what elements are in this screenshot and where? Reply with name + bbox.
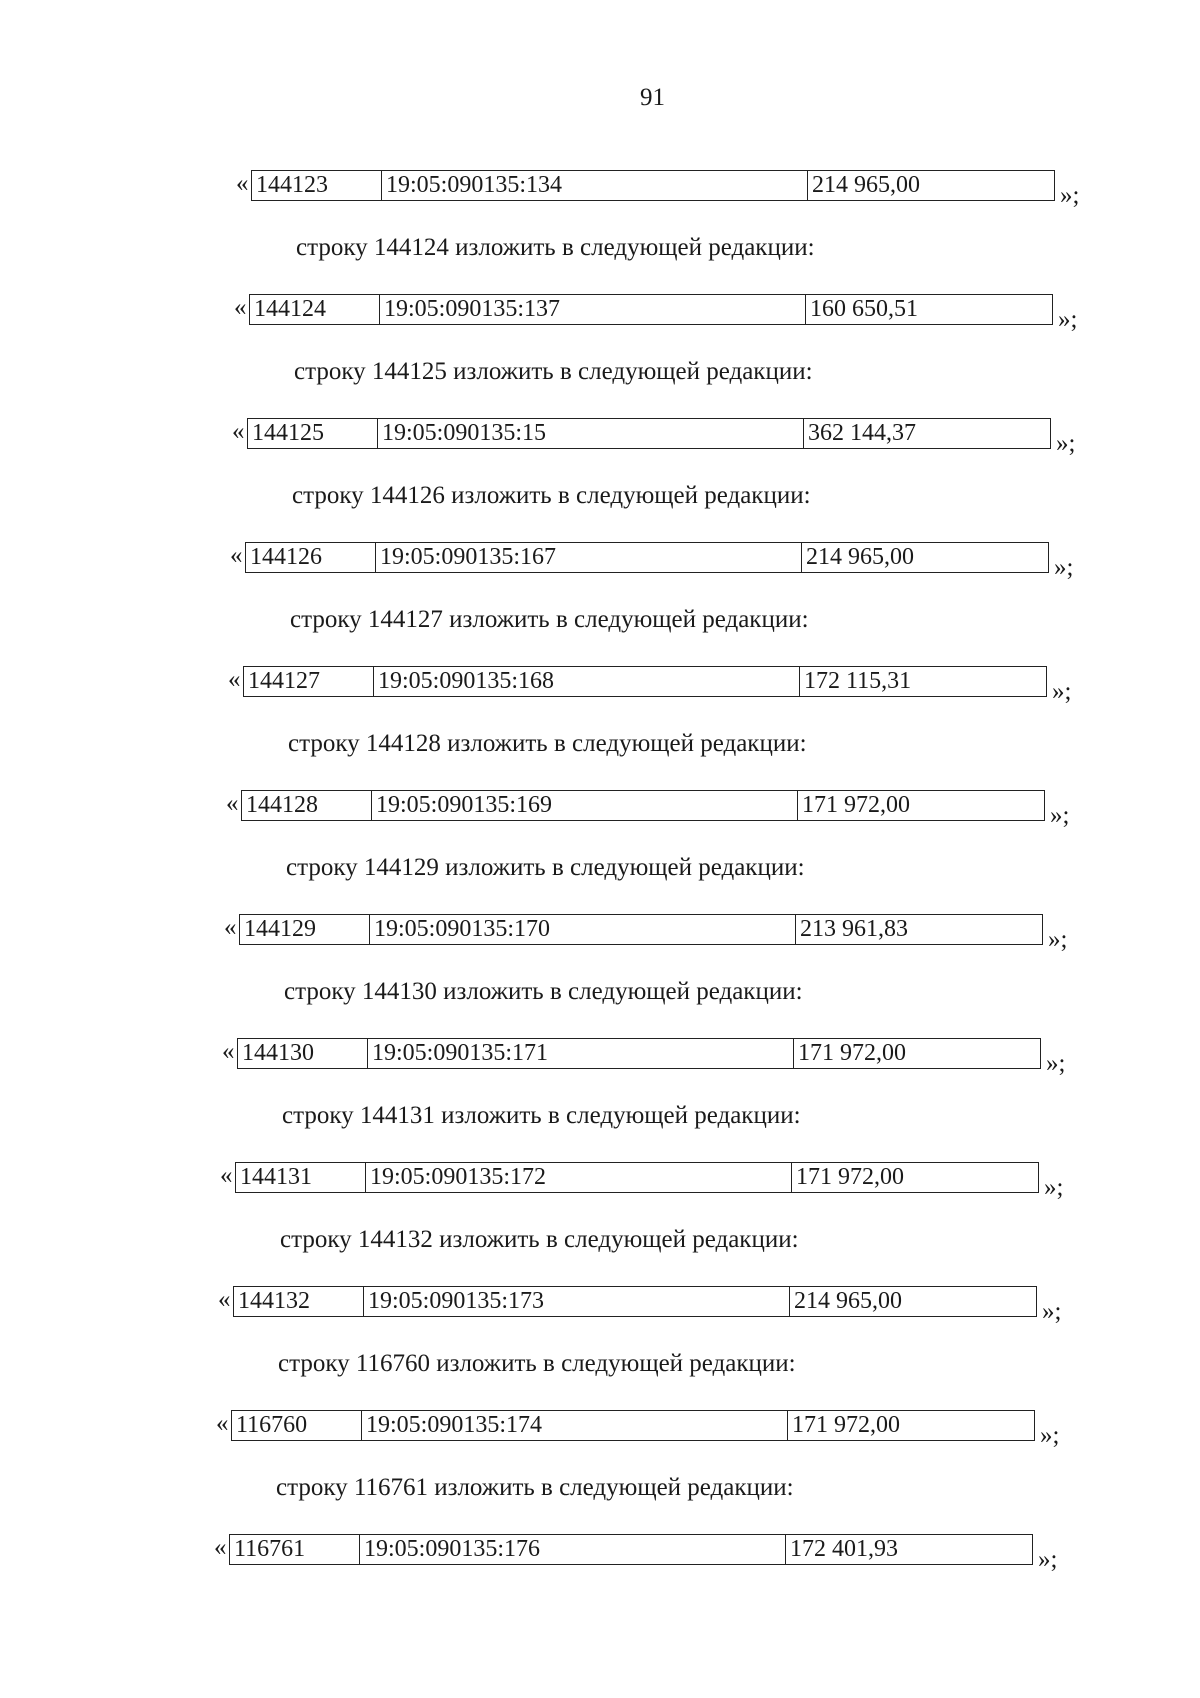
quote-close: »; bbox=[1058, 306, 1078, 333]
quote-open: « bbox=[216, 1410, 229, 1437]
table-row bbox=[245, 542, 1049, 573]
cadastral-number-cell: 19:05:090135:174 bbox=[362, 1411, 788, 1440]
cadastral-number-cell: 19:05:090135:173 bbox=[364, 1287, 790, 1316]
quote-close: »; bbox=[1048, 926, 1068, 953]
cadastral-number-cell: 19:05:090135:172 bbox=[366, 1163, 792, 1192]
quote-close: »; bbox=[1046, 1050, 1066, 1077]
quote-close: »; bbox=[1038, 1546, 1058, 1573]
table-row bbox=[229, 1534, 1033, 1565]
table-row bbox=[231, 1410, 1035, 1441]
row-number-cell: 144126 bbox=[246, 543, 376, 572]
instruction-text: строку 144130 изложить в следующей редакции: bbox=[284, 978, 803, 1005]
row-number-cell: 144130 bbox=[238, 1039, 368, 1068]
cadastral-number-cell: 19:05:090135:167 bbox=[376, 543, 802, 572]
instruction-text: строку 144125 изложить в следующей редакции: bbox=[294, 358, 813, 385]
page-number: 91 bbox=[640, 84, 665, 111]
row-number-cell: 116761 bbox=[230, 1535, 360, 1564]
cadastral-number-cell: 19:05:090135:169 bbox=[372, 791, 798, 820]
row-number-cell: 144129 bbox=[240, 915, 370, 944]
table-row bbox=[237, 1038, 1041, 1069]
quote-close: »; bbox=[1040, 1422, 1060, 1449]
instruction-text: строку 144126 изложить в следующей редакции: bbox=[292, 482, 811, 509]
cadastral-number-cell: 19:05:090135:134 bbox=[382, 171, 808, 200]
quote-close: »; bbox=[1042, 1298, 1062, 1325]
cadastral-number-cell: 19:05:090135:170 bbox=[370, 915, 796, 944]
quote-open: « bbox=[236, 170, 249, 197]
table-row bbox=[233, 1286, 1037, 1317]
instruction-text: строку 144128 изложить в следующей редакции: bbox=[288, 730, 807, 757]
quote-close: »; bbox=[1054, 554, 1074, 581]
row-number-cell: 144123 bbox=[252, 171, 382, 200]
quote-open: « bbox=[218, 1286, 231, 1313]
cadastral-number-cell: 19:05:090135:137 bbox=[380, 295, 806, 324]
instruction-text: строку 144124 изложить в следующей редакции: bbox=[296, 234, 815, 261]
instruction-text: строку 144127 изложить в следующей редакции: bbox=[290, 606, 809, 633]
table-row bbox=[241, 790, 1045, 821]
instruction-text: строку 144131 изложить в следующей редакции: bbox=[282, 1102, 801, 1129]
value-cell: 214 965,00 bbox=[794, 1288, 902, 1314]
quote-open: « bbox=[220, 1162, 233, 1189]
value-cell: 171 972,00 bbox=[798, 1040, 906, 1066]
quote-open: « bbox=[230, 542, 243, 569]
value-cell: 362 144,37 bbox=[808, 420, 916, 446]
quote-close: »; bbox=[1052, 678, 1072, 705]
row-number-cell: 144131 bbox=[236, 1163, 366, 1192]
instruction-text: строку 116761 изложить в следующей редакции: bbox=[276, 1474, 794, 1501]
value-cell: 214 965,00 bbox=[806, 544, 914, 570]
table-row bbox=[235, 1162, 1039, 1193]
table-row bbox=[249, 294, 1053, 325]
cadastral-number-cell: 19:05:090135:171 bbox=[368, 1039, 794, 1068]
quote-open: « bbox=[228, 666, 241, 693]
instruction-text: строку 116760 изложить в следующей редакции: bbox=[278, 1350, 796, 1377]
quote-close: »; bbox=[1060, 182, 1080, 209]
row-number-cell: 144132 bbox=[234, 1287, 364, 1316]
quote-open: « bbox=[214, 1534, 227, 1561]
value-cell: 171 972,00 bbox=[796, 1164, 904, 1190]
table-row bbox=[243, 666, 1047, 697]
table-row bbox=[247, 418, 1051, 449]
instruction-text: строку 144129 изложить в следующей редакции: bbox=[286, 854, 805, 881]
cadastral-number-cell: 19:05:090135:15 bbox=[378, 419, 804, 448]
quote-close: »; bbox=[1056, 430, 1076, 457]
value-cell: 213 961,83 bbox=[800, 916, 908, 942]
value-cell: 171 972,00 bbox=[792, 1412, 900, 1438]
quote-open: « bbox=[222, 1038, 235, 1065]
quote-close: »; bbox=[1044, 1174, 1064, 1201]
value-cell: 171 972,00 bbox=[802, 792, 910, 818]
row-number-cell: 116760 bbox=[232, 1411, 362, 1440]
row-number-cell: 144125 bbox=[248, 419, 378, 448]
row-number-cell: 144127 bbox=[244, 667, 374, 696]
value-cell: 214 965,00 bbox=[812, 172, 920, 198]
table-row bbox=[239, 914, 1043, 945]
quote-open: « bbox=[224, 914, 237, 941]
quote-open: « bbox=[226, 790, 239, 817]
row-number-cell: 144124 bbox=[250, 295, 380, 324]
instruction-text: строку 144132 изложить в следующей редакции: bbox=[280, 1226, 799, 1253]
value-cell: 160 650,51 bbox=[810, 296, 918, 322]
quote-close: »; bbox=[1050, 802, 1070, 829]
table-row bbox=[251, 170, 1055, 201]
row-number-cell: 144128 bbox=[242, 791, 372, 820]
quote-open: « bbox=[232, 418, 245, 445]
cadastral-number-cell: 19:05:090135:176 bbox=[360, 1535, 786, 1564]
value-cell: 172 401,93 bbox=[790, 1536, 898, 1562]
cadastral-number-cell: 19:05:090135:168 bbox=[374, 667, 800, 696]
value-cell: 172 115,31 bbox=[804, 668, 912, 694]
quote-open: « bbox=[234, 294, 247, 321]
